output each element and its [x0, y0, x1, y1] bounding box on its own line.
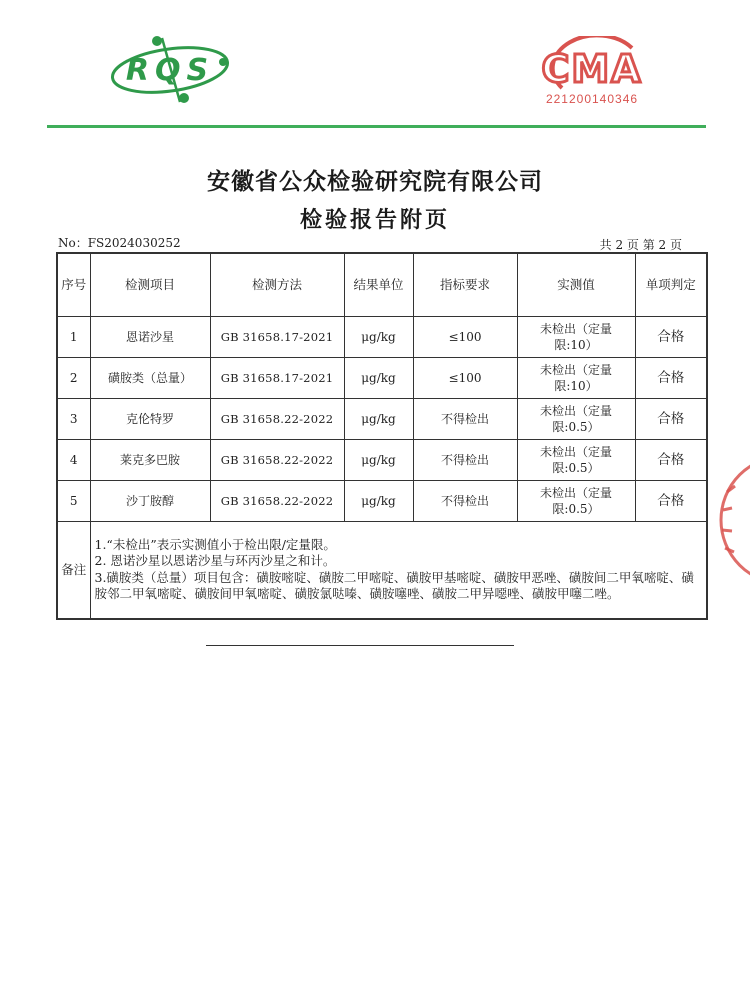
table-row: [57, 357, 707, 398]
note-line: 2. 恩诺沙星以恩诺沙星与环丙沙星之和计。: [94, 553, 336, 569]
row-item: 克伦特罗: [90, 398, 210, 439]
header-divider: [47, 125, 706, 128]
row-item: 沙丁胺醇: [90, 480, 210, 521]
row-actual-line1: 未检出（定量: [539, 444, 612, 459]
header-item: 检测项目: [90, 253, 210, 316]
row-actual-line1: 未检出（定量: [539, 362, 612, 377]
cma-number: 221200140346: [545, 92, 639, 106]
company-title: 安徽省公众检验研究院有限公司: [207, 169, 543, 195]
row-item: 恩诺沙星: [90, 316, 210, 357]
row-actual: [517, 439, 635, 480]
row-requirement: 不得检出: [413, 439, 517, 480]
row-requirement: ≤100: [413, 316, 517, 357]
row-actual-line2: 限:10）: [554, 337, 598, 352]
header-no: 序号: [57, 253, 90, 316]
row-method: GB 31658.22-2022: [210, 398, 344, 439]
row-actual: [517, 357, 635, 398]
table-row: [57, 398, 707, 439]
row-verdict: 合格: [635, 439, 707, 480]
report-subtitle: 检验报告附页: [299, 208, 450, 233]
row-actual-line2: 限:0.5）: [552, 501, 600, 516]
row-unit: μg/kg: [344, 316, 413, 357]
row-unit: μg/kg: [344, 480, 413, 521]
table-row: [57, 316, 707, 357]
header-method: 检测方法: [210, 253, 344, 316]
row-method: GB 31658.22-2022: [210, 480, 344, 521]
row-requirement: 不得检出: [413, 398, 517, 439]
header-actual: 实测值: [517, 253, 635, 316]
row-actual-line1: 未检出（定量: [539, 485, 612, 500]
row-unit: μg/kg: [344, 357, 413, 398]
row-no: 3: [57, 398, 90, 439]
note-line: 3.磺胺类（总量）项目包含：磺胺嘧啶、磺胺二甲嘧啶、磺胺甲基嘧啶、磺胺甲恶唑、磺胺间二甲氧嘧啶、磺胺邻二甲氧嘧啶、磺胺间甲氧嘧啶、磺胺氯哒嗪、磺胺噻唑、磺胺二甲异噁唑、磺胺甲噻二唑。: [94, 569, 694, 602]
row-item: 磺胺类（总量）: [90, 357, 210, 398]
row-actual-line1: 未检出（定量: [539, 321, 612, 336]
row-actual-line2: 限:0.5）: [552, 419, 600, 434]
bottom-divider: [206, 645, 514, 646]
results-table: [56, 252, 708, 620]
row-method: GB 31658.22-2022: [210, 439, 344, 480]
row-actual: [517, 480, 635, 521]
rqs-logo-text: RQS: [125, 53, 215, 88]
report-number: No：FS2024030252: [58, 236, 181, 250]
row-unit: μg/kg: [344, 398, 413, 439]
row-method: GB 31658.17-2021: [210, 316, 344, 357]
notes-label: 备注: [57, 521, 90, 619]
row-actual: [517, 398, 635, 439]
header-verdict: 单项判定: [635, 253, 707, 316]
notes-content: [90, 521, 707, 619]
notes-row: [57, 521, 707, 619]
row-actual-line2: 限:0.5）: [552, 460, 600, 475]
row-actual: [517, 316, 635, 357]
row-no: 2: [57, 357, 90, 398]
cma-logo-text: CMA: [541, 47, 643, 91]
row-no: 5: [57, 480, 90, 521]
red-seal-stamp: [713, 452, 750, 588]
table-header-row: [57, 253, 707, 316]
row-item: 莱克多巴胺: [90, 439, 210, 480]
row-unit: μg/kg: [344, 439, 413, 480]
row-actual-line2: 限:10）: [554, 378, 598, 393]
page-count: 共 2 页 第 2 页: [599, 238, 682, 252]
rqs-logo: [102, 32, 238, 108]
table-row: [57, 439, 707, 480]
row-requirement: 不得检出: [413, 480, 517, 521]
row-method: GB 31658.17-2021: [210, 357, 344, 398]
note-line: 1.“未检出”表示实测值小于检出限/定量限。: [94, 536, 336, 552]
header-requirement: 指标要求: [413, 253, 517, 316]
table-row: [57, 480, 707, 521]
row-verdict: 合格: [635, 316, 707, 357]
row-no: 1: [57, 316, 90, 357]
row-verdict: 合格: [635, 357, 707, 398]
row-requirement: ≤100: [413, 357, 517, 398]
row-no: 4: [57, 439, 90, 480]
row-actual-line1: 未检出（定量: [539, 403, 612, 418]
header-unit: 结果单位: [344, 253, 413, 316]
row-verdict: 合格: [635, 398, 707, 439]
row-verdict: 合格: [635, 480, 707, 521]
